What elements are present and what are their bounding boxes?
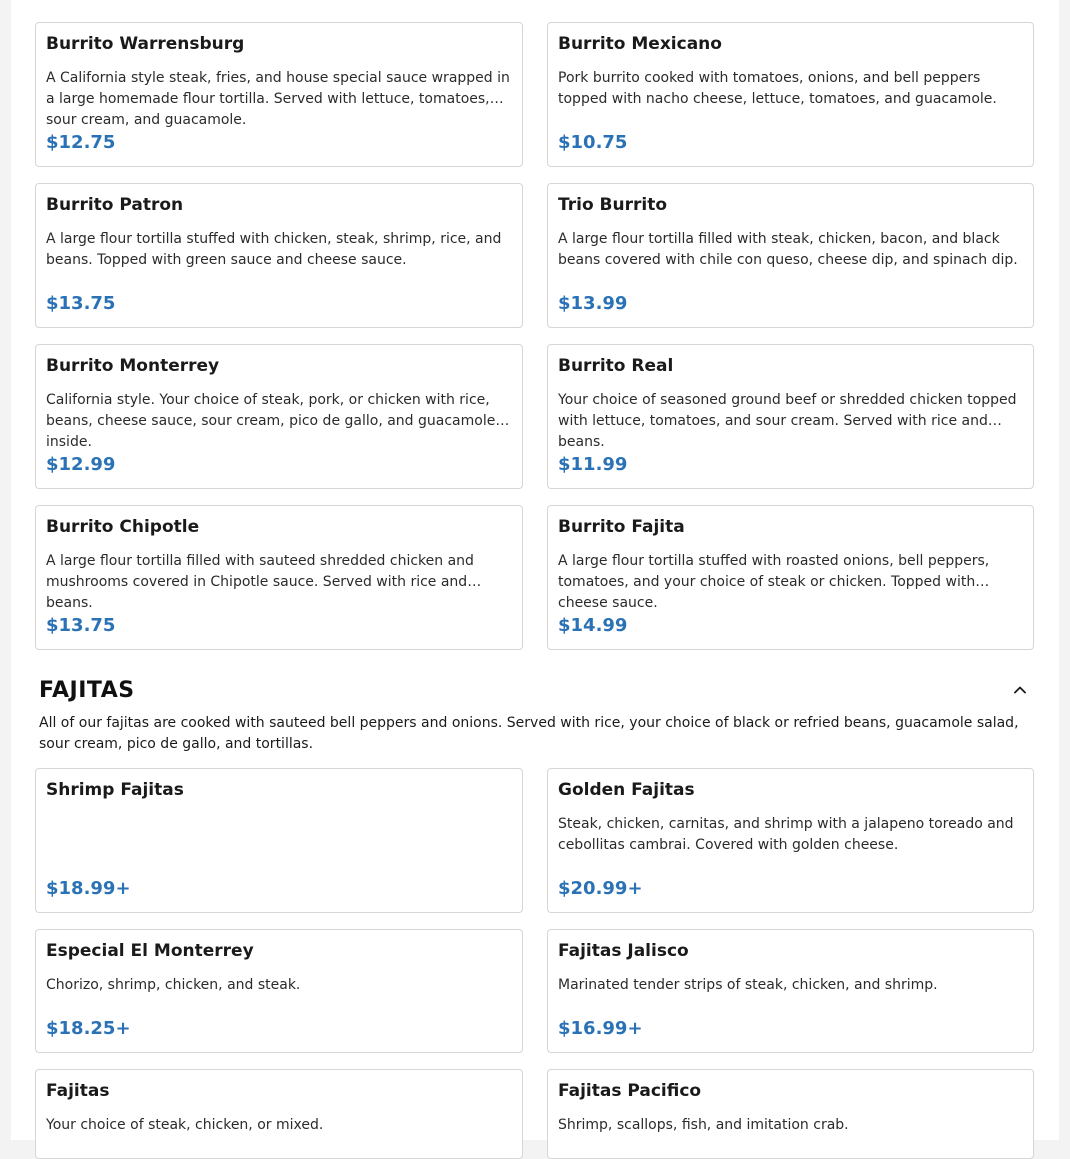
menu-item-description: California style. Your choice of steak, pork, or chicken with rice, beans, cheese sauce, sour cream, pico de gallo, and guacamole inside. (46, 392, 496, 450)
menu-item-price: $13.75 (46, 293, 116, 314)
menu-item-card[interactable] (35, 929, 523, 1053)
menu-item-description: Marinated tender strips of steak, chicken, and shrimp. (558, 977, 938, 993)
menu-item-price: $14.99 (558, 615, 628, 636)
menu-item-name: Fajitas Pacifico (558, 1081, 702, 1101)
menu-item-card[interactable] (547, 22, 1034, 167)
menu-item-price: $12.75 (46, 132, 116, 153)
menu-item-name: Burrito Fajita (558, 517, 685, 537)
menu-item-description: A California style steak, fries, and house special sauce wrapped in a large homemade flour tortilla. Served with lettuce, tomatoes, sour cream, and guacamole. (46, 70, 510, 128)
menu-item-card[interactable] (35, 1069, 523, 1159)
menu-item-price: $10.75 (558, 132, 628, 153)
menu-item-price: $18.25+ (46, 1018, 131, 1039)
burritos-menu-grid (35, 22, 1034, 650)
fajitas-section-header (39, 676, 1032, 708)
menu-item-price: $13.99 (558, 293, 628, 314)
chevron-up-icon (1012, 682, 1028, 698)
menu-item-name: Especial El Monterrey (46, 941, 254, 961)
menu-item-description: A large flour tortilla filled with steak, chicken, bacon, and black beans covered with chile con queso, cheese dip, and spinach dip. (558, 231, 1018, 268)
menu-item-name: Burrito Chipotle (46, 517, 200, 537)
menu-item-description: Your choice of seasoned ground beef or shredded chicken topped with lettuce, tomatoes, and sour cream. Served with rice and beans. (558, 392, 1017, 450)
menu-item-description: Steak, chicken, carnitas, and shrimp with a jalapeno toreado and cebollitas cambrai. Covered with golden cheese. (558, 816, 1014, 853)
menu-item-name: Trio Burrito (558, 195, 667, 215)
menu-item-description (46, 814, 512, 856)
menu-item-card[interactable] (35, 344, 523, 489)
menu-item-price: $18.99+ (46, 878, 131, 899)
menu-item-card[interactable] (547, 768, 1034, 913)
menu-item-card[interactable] (547, 344, 1034, 489)
menu-item-card[interactable] (35, 768, 523, 913)
menu-item-description: A large flour tortilla stuffed with roasted onions, bell peppers, tomatoes, and your choice of steak or chicken. Topped with cheese sauce. (558, 553, 990, 611)
menu-item-name: Burrito Warrensburg (46, 34, 245, 54)
menu-item-name: Shrimp Fajitas (46, 780, 184, 800)
menu-item-card[interactable] (35, 22, 523, 167)
menu-item-name: Burrito Monterrey (46, 356, 220, 376)
menu-item-price: $12.99 (46, 454, 116, 475)
menu-item-description: Shrimp, scallops, fish, and imitation crab. (558, 1117, 849, 1133)
menu-item-name: Fajitas Jalisco (558, 941, 689, 961)
menu-item-name: Burrito Mexicano (558, 34, 722, 54)
fajitas-menu-grid (35, 768, 1034, 1159)
menu-item-name: Burrito Patron (46, 195, 184, 215)
menu-item-description: A large flour tortilla stuffed with chicken, steak, shrimp, rice, and beans. Topped with green sauce and cheese sauce. (46, 231, 502, 268)
menu-page (11, 0, 1059, 1140)
menu-item-name: Fajitas (46, 1081, 110, 1101)
menu-item-description: Pork burrito cooked with tomatoes, onions, and bell peppers topped with nacho cheese, lettuce, tomatoes, and guacamole. (558, 70, 997, 107)
menu-item-card[interactable] (547, 505, 1034, 650)
section-description: All of our fajitas are cooked with sauteed bell peppers and onions. Served with rice, your choice of black or refried beans, guacamole salad, sour cream, pico de gallo, and tortillas. (39, 715, 1019, 752)
menu-item-description: Your choice of steak, chicken, or mixed. (46, 1117, 324, 1133)
menu-item-description: A large flour tortilla filled with sauteed shredded chicken and mushrooms covered in Chipotle sauce. Served with rice and beans. (46, 553, 474, 611)
menu-item-card[interactable] (547, 929, 1034, 1053)
menu-item-price: $11.99 (558, 454, 628, 475)
menu-item-price: $13.75 (46, 615, 116, 636)
menu-item-description: Chorizo, shrimp, chicken, and steak. (46, 977, 301, 993)
menu-item-name: Golden Fajitas (558, 780, 695, 800)
menu-item-price: $20.99+ (558, 878, 643, 899)
collapse-section-button[interactable] (1008, 678, 1032, 702)
menu-item-price: $16.99+ (558, 1018, 643, 1039)
menu-item-name: Burrito Real (558, 356, 674, 376)
menu-item-card[interactable] (35, 505, 523, 650)
menu-item-card[interactable] (547, 183, 1034, 328)
menu-item-card[interactable] (35, 183, 523, 328)
section-title: FAJITAS (39, 678, 135, 703)
menu-item-card[interactable] (547, 1069, 1034, 1159)
